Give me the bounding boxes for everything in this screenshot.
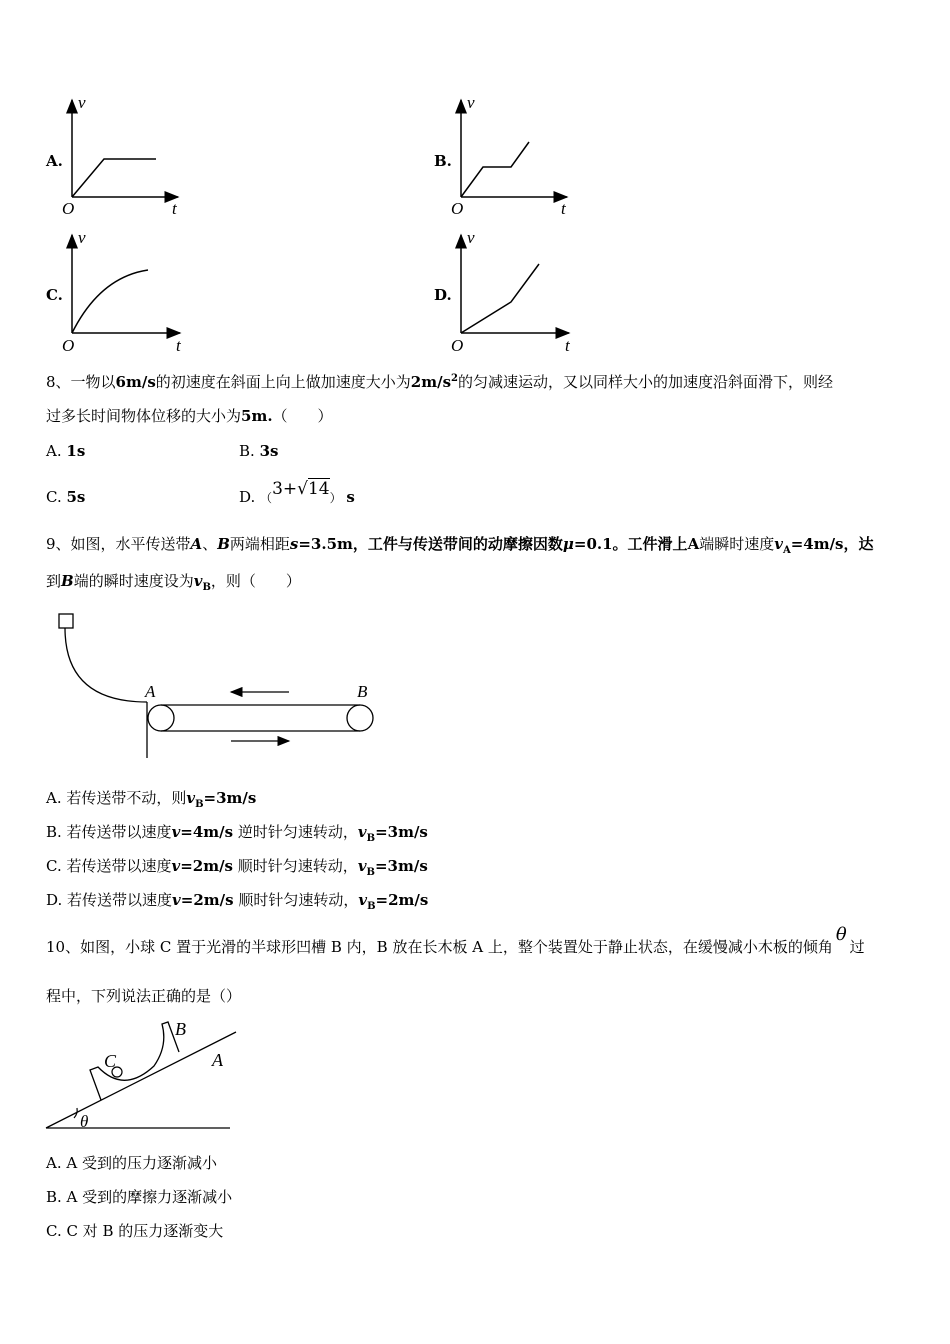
t-label: t <box>172 199 177 217</box>
math-term: 3+ <box>272 479 298 499</box>
q10-incline-figure <box>44 1016 254 1134</box>
origin-label: O <box>62 199 75 217</box>
graph-line <box>72 159 156 197</box>
label-theta: θ <box>80 1112 89 1131</box>
value: =2m/s <box>180 891 234 909</box>
text: A. 若传送带不动，则 <box>46 789 187 807</box>
var: A <box>190 535 203 553</box>
value: 6m/s <box>115 373 156 391</box>
q9-stem-line-1 <box>46 534 874 561</box>
q8-stem-line-2 <box>46 406 333 426</box>
text: 10、如图，小球 C 置于光滑的半球形凹槽 B 内，B 放在长木板 A 上，整个装置处于静止状态，在缓慢减小木板的倾角 <box>46 938 833 956</box>
value: =3m/s <box>203 789 257 807</box>
text: 、 <box>202 535 218 553</box>
q9-option-c[interactable] <box>46 856 428 883</box>
value: =2m/s <box>180 857 234 875</box>
var: B <box>217 535 230 553</box>
value: 5m. <box>241 407 273 425</box>
q10-option-c[interactable]: C. C 对 B 的压力逐渐变大 <box>46 1222 224 1240</box>
sqrt-radicand: 14 <box>307 479 330 499</box>
subscript: A <box>782 545 791 556</box>
q7-option-a-label: A. <box>46 152 63 170</box>
board-a <box>46 1032 236 1128</box>
curved-ramp <box>65 628 147 702</box>
pulley-b <box>347 705 373 731</box>
text: 9、如图，水平传送带 <box>46 535 191 553</box>
label-a: A <box>145 682 156 701</box>
text: 的初速度在斜面上向上做加速度大小为 <box>155 373 411 391</box>
graph-line <box>461 142 529 197</box>
var: v <box>193 572 203 590</box>
sqrt-symbol: √ <box>297 479 308 499</box>
option-value: 3s <box>259 442 279 460</box>
option-letter: A. <box>46 442 62 460</box>
q9-option-a[interactable] <box>46 788 256 815</box>
value: 2m/s <box>410 373 452 391</box>
graph-curve <box>72 270 148 333</box>
option-letter: D. <box>239 488 256 506</box>
text: 端的瞬时速度设为 <box>73 572 194 590</box>
q9-stem-line-2 <box>46 571 301 598</box>
q8-option-d[interactable] <box>239 479 355 508</box>
text: 的匀减速运动，又以同样大小的加速度沿斜面滑下，则经 <box>458 373 834 391</box>
text: D. 若传送带以速度 <box>46 891 173 909</box>
text: =0.1。工件滑上 <box>573 535 688 553</box>
q7-graph-a <box>60 92 190 217</box>
option-value: 1s <box>66 442 86 460</box>
origin-label: O <box>62 336 75 355</box>
text: 过多长时间物体位移的大小为 <box>46 407 242 425</box>
var: v <box>186 789 196 807</box>
q10-stem-line-1 <box>46 924 906 957</box>
var: s <box>289 535 299 553</box>
q8-option-c[interactable] <box>46 487 85 507</box>
label-b: B <box>357 682 368 701</box>
q8-stem-line-1 <box>46 369 833 392</box>
q10-stem-line-2: 程中，下列说法正确的是（） <box>46 987 242 1005</box>
text: 顺时针匀速转动， <box>238 891 359 909</box>
text: 两端相距 <box>229 535 290 553</box>
q10-option-a[interactable]: A. A 受到的压力逐渐减小 <box>46 1154 217 1172</box>
subscript: B <box>202 582 211 593</box>
text: 逆时针匀速转动， <box>237 823 358 841</box>
t-label: t <box>561 199 566 217</box>
text: B. 若传送带以速度 <box>46 823 172 841</box>
var-theta: θ <box>835 924 847 945</box>
q7-graph-c <box>60 227 190 355</box>
value: =2m/s <box>375 891 429 909</box>
text: =3.5m，工件与传送带间的动摩擦因数 <box>298 535 563 553</box>
text: =4m/s，达 <box>790 535 874 553</box>
v-label: v <box>467 93 475 112</box>
subscript: B <box>195 799 204 810</box>
q9-option-d[interactable] <box>46 890 428 917</box>
label-c: C <box>104 1051 117 1071</box>
var: v <box>358 891 368 909</box>
var: v <box>774 535 783 553</box>
value: =3m/s <box>374 857 428 875</box>
text: 顺时针匀速转动， <box>237 857 358 875</box>
q8-option-a[interactable] <box>46 441 85 461</box>
q7-option-c-label: C. <box>46 286 63 304</box>
text: 到 <box>46 572 62 590</box>
value: =3m/s <box>375 823 428 841</box>
paren: ） <box>329 491 342 505</box>
unit: s <box>346 488 355 506</box>
text: ，则（ ） <box>210 572 301 590</box>
q9-conveyor-figure <box>45 610 385 765</box>
t-label: t <box>176 336 181 355</box>
subscript: B <box>366 867 375 878</box>
q8-option-b[interactable] <box>239 441 278 461</box>
workpiece-box <box>59 614 73 628</box>
value: =4m/s <box>180 823 234 841</box>
text: 8、一物以 <box>46 373 116 391</box>
text: C. 若传送带以速度 <box>46 857 172 875</box>
superscript: 2 <box>451 373 458 384</box>
paren: （ <box>260 491 273 505</box>
option-letter: B. <box>239 442 255 460</box>
v-label: v <box>78 93 86 112</box>
var: μ <box>562 535 574 553</box>
q7-option-b-label: B. <box>434 152 452 170</box>
var: B <box>61 572 74 590</box>
text: （ ） <box>272 407 333 425</box>
option-letter: C. <box>46 488 62 506</box>
subscript: B <box>366 833 376 844</box>
q7-graph-b <box>449 92 579 217</box>
var: v <box>171 823 181 841</box>
text: 端瞬时速度 <box>699 535 775 553</box>
graph-line <box>461 264 539 333</box>
subscript: B <box>367 901 376 912</box>
q7-graph-d <box>449 227 579 355</box>
var: v <box>357 823 367 841</box>
t-label: t <box>565 336 570 355</box>
option-value: 5s <box>66 488 86 506</box>
q9-option-b[interactable] <box>46 822 428 849</box>
var: A <box>687 535 700 553</box>
var: v <box>172 891 181 909</box>
q10-option-b[interactable]: B. A 受到的摩擦力逐渐减小 <box>46 1188 233 1206</box>
pulley-a <box>148 705 174 731</box>
text: 过 <box>849 938 865 956</box>
v-label: v <box>78 228 86 247</box>
var: v <box>357 857 367 875</box>
q7-option-d-label: D. <box>434 286 452 304</box>
origin-label: O <box>451 199 464 217</box>
label-b: B <box>175 1019 186 1039</box>
var: v <box>171 857 181 875</box>
v-label: v <box>467 228 475 247</box>
label-a: A <box>212 1050 223 1070</box>
origin-label: O <box>451 336 464 355</box>
